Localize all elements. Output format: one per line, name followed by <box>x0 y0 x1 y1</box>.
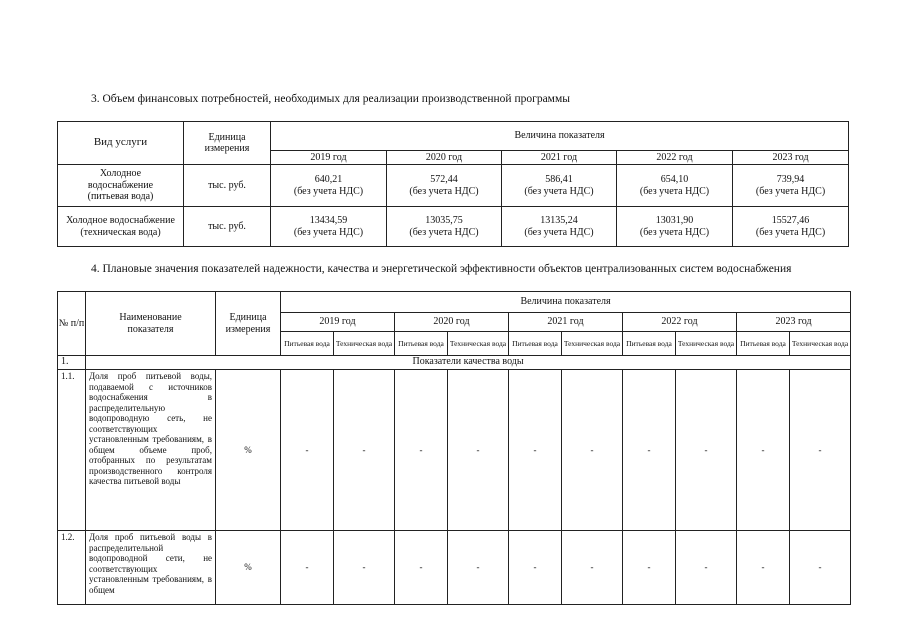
row-num: 1.2. <box>58 531 86 605</box>
value-cell: - <box>737 531 790 605</box>
value-cell: - <box>448 370 509 531</box>
value-cell: - <box>509 531 562 605</box>
value-amount: 13035,75 <box>425 215 463 226</box>
value-cell <box>271 165 387 207</box>
table-row <box>58 165 849 207</box>
value-cell: - <box>334 370 395 531</box>
value-note: (без учета НДС) <box>409 226 479 238</box>
value-cell: - <box>737 370 790 531</box>
header-name: Наименование показателя <box>86 292 216 356</box>
header-year: 2019 год <box>271 151 387 165</box>
value-amount: 572,44 <box>430 174 458 185</box>
header-year: 2022 год <box>617 151 733 165</box>
value-amount: 13135,24 <box>540 215 578 226</box>
header-year: 2023 год <box>737 313 851 332</box>
value-cell <box>502 207 617 247</box>
value-amount: 640,21 <box>314 174 343 185</box>
value-amount: 586,41 <box>545 174 573 185</box>
header-drinking-water: Питьевая вода <box>395 332 448 356</box>
header-value: Величина показателя <box>271 122 849 151</box>
value-cell: - <box>790 531 851 605</box>
value-cell <box>733 207 849 247</box>
group-num: 1. <box>58 356 86 370</box>
header-technical-water: Техническая вода <box>448 332 509 356</box>
service-name: Холодное водоснабжение (техническая вода) <box>58 207 184 247</box>
value-cell: - <box>281 531 334 605</box>
value-cell: - <box>448 531 509 605</box>
reliability-indicators-table <box>57 291 851 605</box>
value-note: (без учета НДС) <box>409 185 479 197</box>
value-cell: - <box>395 531 448 605</box>
group-title: Показатели качества воды <box>86 356 851 370</box>
header-unit: Единица измерения <box>184 122 271 165</box>
value-note: (без учета НДС) <box>755 185 826 197</box>
header-service: Вид услуги <box>58 122 184 165</box>
unit-cell: % <box>216 370 281 531</box>
value-note: (без учета НДС) <box>293 226 364 238</box>
value-cell: - <box>334 531 395 605</box>
value-cell <box>387 207 502 247</box>
value-note: (без учета НДС) <box>293 185 364 197</box>
unit-cell: тыс. руб. <box>184 207 271 247</box>
header-unit: Единица измерения <box>216 292 281 356</box>
service-name: Холодное водоснабжение (питьевая вода) <box>58 165 184 207</box>
header-year: 2019 год <box>281 313 395 332</box>
row-num: 1.1. <box>58 370 86 531</box>
header-year: 2022 год <box>623 313 737 332</box>
value-note: (без учета НДС) <box>639 226 710 238</box>
value-cell: - <box>790 370 851 531</box>
value-cell <box>271 207 387 247</box>
header-technical-water: Техническая вода <box>790 332 851 356</box>
value-cell <box>733 165 849 207</box>
value-note: (без учета НДС) <box>755 226 826 238</box>
value-amount: 13031,90 <box>655 215 694 226</box>
value-cell <box>617 207 733 247</box>
unit-cell: тыс. руб. <box>184 165 271 207</box>
header-technical-water: Техническая вода <box>562 332 623 356</box>
header-drinking-water: Питьевая вода <box>509 332 562 356</box>
value-note: (без учета НДС) <box>524 226 594 238</box>
header-num: № п/п <box>58 292 86 356</box>
value-cell: - <box>676 531 737 605</box>
section3-heading: 3. Объем финансовых потребностей, необходимых для реализации производственной программы <box>91 93 570 105</box>
header-year: 2021 год <box>509 313 623 332</box>
value-cell: - <box>509 370 562 531</box>
value-cell: - <box>623 370 676 531</box>
header-year: 2023 год <box>733 151 849 165</box>
indicator-name: Доля проб питьевой воды, подаваемой с источников водоснабжения в распределительную водопроводную сеть, не соответствующих установленным требованиям, в общем объеме проб, отобранных по результатам производственного контроля качества питьевой воды <box>86 370 216 531</box>
value-amount: 739,94 <box>776 174 805 185</box>
table-row <box>58 370 851 531</box>
value-note: (без учета НДС) <box>524 185 594 197</box>
header-technical-water: Техническая вода <box>676 332 737 356</box>
header-year: 2021 год <box>502 151 617 165</box>
header-technical-water: Техническая вода <box>334 332 395 356</box>
value-cell: - <box>623 531 676 605</box>
value-note: (без учета НДС) <box>639 185 710 197</box>
value-amount: 13434,59 <box>309 215 348 226</box>
header-drinking-water: Питьевая вода <box>281 332 334 356</box>
value-cell: - <box>562 531 623 605</box>
header-drinking-water: Питьевая вода <box>737 332 790 356</box>
value-amount: 654,10 <box>660 174 689 185</box>
indicator-name: Доля проб питьевой воды в распределительной водопроводной сети, не соответствующих установленным требованиям, в общем <box>86 531 216 605</box>
header-drinking-water: Питьевая вода <box>623 332 676 356</box>
value-cell <box>502 165 617 207</box>
value-cell <box>617 165 733 207</box>
table-row <box>58 207 849 247</box>
header-value: Величина показателя <box>281 292 851 313</box>
group-row <box>58 356 851 370</box>
value-cell: - <box>676 370 737 531</box>
financial-needs-table <box>57 121 849 247</box>
table-row <box>58 531 851 605</box>
value-cell: - <box>281 370 334 531</box>
header-year: 2020 год <box>395 313 509 332</box>
value-cell: - <box>395 370 448 531</box>
value-cell: - <box>562 370 623 531</box>
unit-cell: % <box>216 531 281 605</box>
value-cell <box>387 165 502 207</box>
section4-heading: 4. Плановые значения показателей надежности, качества и энергетической эффективности объектов централизованных систем водоснабжения <box>91 263 792 275</box>
header-year: 2020 год <box>387 151 502 165</box>
value-amount: 15527,46 <box>771 215 810 226</box>
